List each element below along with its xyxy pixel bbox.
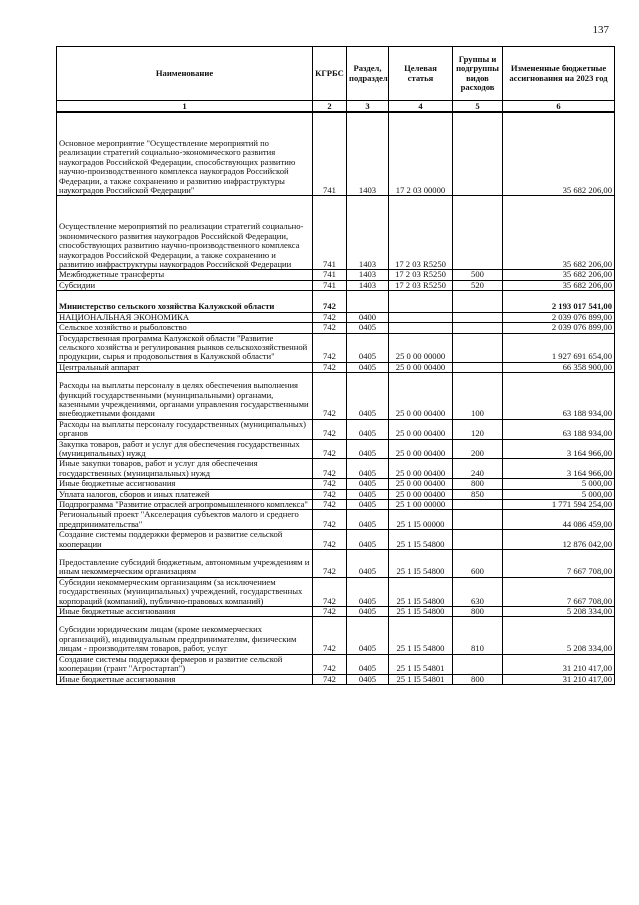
row-name: Центральный аппарат [57, 362, 313, 372]
header-groups: Группы и подгруппы видов расходов [453, 47, 503, 101]
row-amount: 35 682 206,00 [503, 196, 615, 270]
table-row [57, 577, 615, 606]
row-amount: 31 210 417,00 [503, 654, 615, 674]
row-amount: 5 000,00 [503, 479, 615, 489]
row-group [453, 312, 503, 322]
row-name: Закупка товаров, работ и услуг для обеспечения государственных (муниципальных) нужд [57, 439, 313, 459]
table-row [57, 196, 615, 270]
table-row [57, 550, 615, 578]
row-amount: 44 086 459,00 [503, 510, 615, 530]
row-group: 500 [453, 270, 503, 280]
row-group [453, 291, 503, 312]
row-razdel: 0400 [347, 312, 389, 322]
row-name: Создание системы поддержки фермеров и развитие сельской кооперации [57, 530, 313, 550]
row-group: 630 [453, 577, 503, 606]
row-target: 17 2 03 00000 [389, 112, 453, 196]
row-kgrbs: 742 [313, 654, 347, 674]
row-razdel [347, 291, 389, 312]
row-target: 25 0 00 00400 [389, 489, 453, 499]
row-target: 25 1 00 00000 [389, 500, 453, 510]
table-header-row [57, 47, 615, 101]
row-amount: 66 358 900,00 [503, 362, 615, 372]
row-kgrbs: 742 [313, 333, 347, 362]
row-name: Осуществление мероприятий по реализации стратегий социально-экономического развития наукоградов Российской Федерации, способствующих развитию научно-производственного комплекса наукоградов Российской Федерации, а также сохранению и развитию инфраструктуры наукоградов Российской Федерации [57, 196, 313, 270]
row-target: 25 1 I5 54800 [389, 577, 453, 606]
row-razdel: 0405 [347, 500, 389, 510]
row-target: 25 1 I5 54801 [389, 654, 453, 674]
row-target: 25 1 I5 54800 [389, 530, 453, 550]
column-number: 3 [347, 101, 389, 113]
row-kgrbs: 742 [313, 439, 347, 459]
row-kgrbs: 741 [313, 270, 347, 280]
table-row [57, 459, 615, 479]
row-razdel: 0405 [347, 617, 389, 654]
page-number: 137 [592, 24, 609, 36]
row-group: 800 [453, 607, 503, 617]
row-razdel: 0405 [347, 654, 389, 674]
row-name: Уплата налогов, сборов и иных платежей [57, 489, 313, 499]
row-group: 520 [453, 280, 503, 290]
header-razdel: Раздел, подраздел [347, 47, 389, 101]
row-target: 25 0 00 00400 [389, 459, 453, 479]
row-name: Иные бюджетные ассигнования [57, 479, 313, 489]
table-row [57, 112, 615, 196]
row-kgrbs: 742 [313, 489, 347, 499]
row-kgrbs: 742 [313, 550, 347, 578]
row-amount: 7 667 708,00 [503, 577, 615, 606]
row-amount: 5 208 334,00 [503, 607, 615, 617]
row-target: 25 0 00 00400 [389, 373, 453, 420]
row-kgrbs: 741 [313, 280, 347, 290]
row-razdel: 0405 [347, 674, 389, 684]
row-amount: 7 667 708,00 [503, 550, 615, 578]
row-kgrbs: 742 [313, 674, 347, 684]
row-group [453, 530, 503, 550]
row-kgrbs: 742 [313, 362, 347, 372]
row-name: Иные закупки товаров, работ и услуг для обеспечения государственных (муниципальных) нужд [57, 459, 313, 479]
row-amount: 2 039 076 899,00 [503, 312, 615, 322]
row-amount: 3 164 966,00 [503, 439, 615, 459]
row-amount: 2 039 076 899,00 [503, 323, 615, 333]
row-target: 25 1 I5 54801 [389, 674, 453, 684]
row-kgrbs: 742 [313, 459, 347, 479]
table-row [57, 333, 615, 362]
row-target: 25 0 00 00400 [389, 439, 453, 459]
row-razdel: 0405 [347, 510, 389, 530]
row-target [389, 323, 453, 333]
row-kgrbs: 742 [313, 607, 347, 617]
row-group [453, 654, 503, 674]
table-row [57, 362, 615, 372]
table-row [57, 500, 615, 510]
row-kgrbs: 742 [313, 323, 347, 333]
row-name: Иные бюджетные ассигнования [57, 607, 313, 617]
row-name: Основное мероприятие "Осуществление мероприятий по реализации стратегий социально-экономического развития наукоградов Российской Федерации, способствующих развитию научно-производственного комплекса наукоградов Российской Федерации, а также сохранению и развитию инфраструктуры наукоградов Российской Федерации" [57, 112, 313, 196]
row-razdel: 0405 [347, 607, 389, 617]
row-razdel: 1403 [347, 280, 389, 290]
row-kgrbs: 741 [313, 196, 347, 270]
table-row [57, 312, 615, 322]
table-row [57, 479, 615, 489]
row-group [453, 362, 503, 372]
row-target: 25 0 00 00400 [389, 419, 453, 439]
row-amount: 31 210 417,00 [503, 674, 615, 684]
table-row [57, 489, 615, 499]
column-number: 5 [453, 101, 503, 113]
row-group [453, 333, 503, 362]
row-razdel: 0405 [347, 530, 389, 550]
row-target: 25 1 I5 54800 [389, 617, 453, 654]
row-razdel: 0405 [347, 439, 389, 459]
row-group: 800 [453, 479, 503, 489]
row-name: Субсидии некоммерческим организациям (за исключением государственных (муниципальных) учреждений, государственных корпораций (компаний), публично-правовых компаний) [57, 577, 313, 606]
row-target [389, 312, 453, 322]
row-kgrbs: 742 [313, 617, 347, 654]
row-amount: 5 208 334,00 [503, 617, 615, 654]
table-row [57, 323, 615, 333]
row-amount: 1 927 691 654,00 [503, 333, 615, 362]
row-kgrbs: 742 [313, 373, 347, 420]
row-name: Расходы на выплаты персоналу в целях обеспечения выполнения функций государственными (муниципальными) органами, казенными учреждениями, органами управления государственными внебюджетными фондами [57, 373, 313, 420]
row-target: 25 1 I5 54800 [389, 607, 453, 617]
row-group: 850 [453, 489, 503, 499]
row-razdel: 0405 [347, 479, 389, 489]
table-row [57, 617, 615, 654]
row-kgrbs: 742 [313, 419, 347, 439]
row-name: Государственная программа Калужской области "Развитие сельского хозяйства и регулирования рынков сельскохозяйственной продукции, сырья и продовольствия в Калужской области" [57, 333, 313, 362]
row-amount: 35 682 206,00 [503, 270, 615, 280]
column-number: 2 [313, 101, 347, 113]
table-row [57, 270, 615, 280]
row-name: Иные бюджетные ассигнования [57, 674, 313, 684]
row-amount: 63 188 934,00 [503, 373, 615, 420]
table-row [57, 419, 615, 439]
row-target: 25 0 00 00400 [389, 479, 453, 489]
row-razdel: 0405 [347, 373, 389, 420]
row-amount: 63 188 934,00 [503, 419, 615, 439]
header-amount: Измененные бюджетные ассигнования на 2023 год [503, 47, 615, 101]
row-amount: 2 193 017 541,00 [503, 291, 615, 312]
row-razdel: 1403 [347, 112, 389, 196]
header-target: Целевая статья [389, 47, 453, 101]
table-row [57, 607, 615, 617]
column-number: 4 [389, 101, 453, 113]
row-target: 25 1 I5 54800 [389, 550, 453, 578]
row-group: 240 [453, 459, 503, 479]
row-amount: 12 876 042,00 [503, 530, 615, 550]
row-group: 120 [453, 419, 503, 439]
row-kgrbs: 742 [313, 291, 347, 312]
row-target [389, 291, 453, 312]
table-row [57, 291, 615, 312]
header-name: Наименование [57, 47, 313, 101]
row-kgrbs: 742 [313, 312, 347, 322]
row-group [453, 112, 503, 196]
row-group [453, 196, 503, 270]
row-kgrbs: 742 [313, 577, 347, 606]
table-row [57, 530, 615, 550]
table-row [57, 674, 615, 684]
row-name: Расходы на выплаты персоналу государственных (муниципальных) органов [57, 419, 313, 439]
row-name: НАЦИОНАЛЬНАЯ ЭКОНОМИКА [57, 312, 313, 322]
row-name: Подпрограмма "Развитие отраслей агропромышленного комплекса" [57, 500, 313, 510]
row-kgrbs: 742 [313, 510, 347, 530]
row-group [453, 500, 503, 510]
row-kgrbs: 742 [313, 479, 347, 489]
row-target: 17 2 03 R5250 [389, 280, 453, 290]
row-razdel: 0405 [347, 362, 389, 372]
row-group: 810 [453, 617, 503, 654]
row-target: 17 2 03 R5250 [389, 196, 453, 270]
row-name: Субсидии [57, 280, 313, 290]
table-row [57, 280, 615, 290]
row-razdel: 0405 [347, 323, 389, 333]
row-name: Министерство сельского хозяйства Калужской области [57, 291, 313, 312]
budget-table [56, 46, 615, 685]
table-row [57, 510, 615, 530]
row-kgrbs: 741 [313, 112, 347, 196]
table-row [57, 373, 615, 420]
row-amount: 35 682 206,00 [503, 280, 615, 290]
row-amount: 35 682 206,00 [503, 112, 615, 196]
row-target: 25 1 I5 00000 [389, 510, 453, 530]
table-row [57, 439, 615, 459]
row-name: Межбюджетные трансферты [57, 270, 313, 280]
row-group: 800 [453, 674, 503, 684]
row-razdel: 0405 [347, 577, 389, 606]
row-amount: 1 771 594 254,00 [503, 500, 615, 510]
row-target: 25 0 00 00000 [389, 333, 453, 362]
column-number-row [57, 101, 615, 113]
row-group: 600 [453, 550, 503, 578]
row-amount: 3 164 966,00 [503, 459, 615, 479]
table-row [57, 654, 615, 674]
row-group: 200 [453, 439, 503, 459]
row-name: Предоставление субсидий бюджетным, автономным учреждениям и иным некоммерческим организациям [57, 550, 313, 578]
row-group [453, 510, 503, 530]
row-name: Субсидии юридическим лицам (кроме некоммерческих организаций), индивидуальным предпринимателям, физическим лицам - производителям товаров, работ, услуг [57, 617, 313, 654]
column-number: 1 [57, 101, 313, 113]
row-amount: 5 000,00 [503, 489, 615, 499]
row-razdel: 1403 [347, 196, 389, 270]
row-group: 100 [453, 373, 503, 420]
header-kgrbs: КГРБС [313, 47, 347, 101]
row-razdel: 0405 [347, 419, 389, 439]
row-razdel: 1403 [347, 270, 389, 280]
row-razdel: 0405 [347, 489, 389, 499]
column-number: 6 [503, 101, 615, 113]
row-razdel: 0405 [347, 550, 389, 578]
row-razdel: 0405 [347, 459, 389, 479]
row-razdel: 0405 [347, 333, 389, 362]
row-kgrbs: 742 [313, 500, 347, 510]
row-name: Региональный проект "Акселерация субъектов малого и среднего предпринимательства" [57, 510, 313, 530]
row-name: Сельское хозяйство и рыболовство [57, 323, 313, 333]
row-name: Создание системы поддержки фермеров и развитие сельской кооперации (грант "Агростартап") [57, 654, 313, 674]
row-group [453, 323, 503, 333]
row-target: 25 0 00 00400 [389, 362, 453, 372]
row-target: 17 2 03 R5250 [389, 270, 453, 280]
row-kgrbs: 742 [313, 530, 347, 550]
